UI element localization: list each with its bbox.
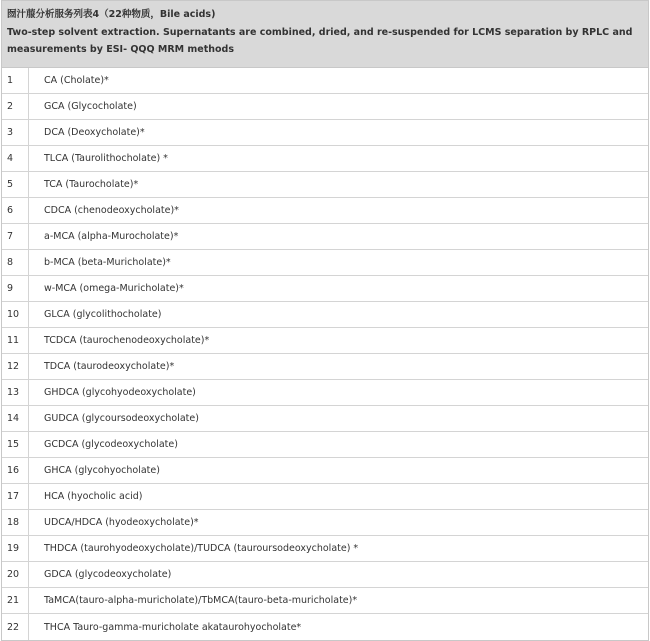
bile-acid-name: a-MCA (alpha-Murocholate)*: [44, 231, 179, 242]
row-number: 21: [2, 588, 29, 613]
table-row: [2, 588, 648, 614]
bile-acid-name: GHDCA (glycohyodeoxycholate): [44, 387, 196, 398]
bile-acid-name: GUDCA (glycoursodeoxycholate): [44, 413, 199, 424]
table-row: [2, 458, 648, 484]
row-number: 10: [2, 302, 29, 327]
row-number: 4: [2, 146, 29, 171]
row-number: 2: [2, 94, 29, 119]
row-number: 13: [2, 380, 29, 405]
table-row: [2, 302, 648, 328]
bile-acid-name: HCA (hyocholic acid): [44, 491, 143, 502]
table-title: 囫汁菔分析服务列表4（22种物质，Bile acids): [7, 9, 216, 20]
bile-acid-name: TCDCA (taurochenodeoxycholate)*: [44, 335, 210, 346]
table-row: [2, 406, 648, 432]
bile-acid-name: THCA Tauro-gamma-muricholate akataurohyocholate*: [44, 621, 302, 633]
table-row: [2, 224, 648, 250]
row-number: 6: [2, 198, 29, 223]
table-row: [2, 562, 648, 588]
row-number: 20: [2, 562, 29, 587]
table-row: [2, 484, 648, 510]
bile-acid-name: TDCA (taurodeoxycholate)*: [44, 361, 175, 372]
bile-acid-name: GHCA (glycohyocholate): [44, 465, 160, 476]
bile-acid-name: GDCA (glycodeoxycholate): [44, 569, 172, 580]
row-number: 16: [2, 458, 29, 483]
table-header: [2, 1, 648, 68]
row-number: 1: [2, 68, 29, 93]
bile-acids-table: [1, 0, 649, 641]
bile-acid-name: THDCA (taurohyodeoxycholate)/TUDCA (tauroursodeoxycholate) *: [44, 543, 359, 554]
bile-acid-name: b-MCA (beta-Muricholate)*: [44, 257, 171, 268]
bile-acid-name: CA (Cholate)*: [44, 75, 109, 86]
bile-acid-name: TCA (Taurocholate)*: [44, 179, 139, 190]
table-description: Two-step solvent extraction. Supernatants are combined, dried, and re-suspended for LCMS separation by RPLC and measurements by ESI- QQQ MRM methods: [7, 27, 633, 55]
bile-acid-name: DCA (Deoxycholate)*: [44, 127, 145, 138]
bile-acid-name: TaMCA(tauro-alpha-muricholate)/TbMCA(tauro-beta-muricholate)*: [44, 595, 358, 606]
table-row: [2, 94, 648, 120]
table-row: [2, 276, 648, 302]
bile-acid-name: TLCA (Taurolithocholate) *: [44, 153, 168, 164]
row-number: 17: [2, 484, 29, 509]
row-number: 22: [2, 614, 29, 640]
table-row: [2, 614, 648, 640]
table-row: [2, 510, 648, 536]
row-number: 9: [2, 276, 29, 301]
row-number: 19: [2, 536, 29, 561]
table-row: [2, 432, 648, 458]
table-row: [2, 536, 648, 562]
bile-acid-name: w-MCA (omega-Muricholate)*: [44, 283, 184, 294]
table-row: [2, 328, 648, 354]
table-row: [2, 354, 648, 380]
row-number: 3: [2, 120, 29, 145]
bile-acid-name: GLCA (glycolithocholate): [44, 309, 162, 320]
row-number: 18: [2, 510, 29, 535]
bile-acid-name: UDCA/HDCA (hyodeoxycholate)*: [44, 517, 199, 528]
row-number: 5: [2, 172, 29, 197]
row-number: 11: [2, 328, 29, 353]
row-number: 12: [2, 354, 29, 379]
table-row: [2, 68, 648, 94]
table-row: [2, 172, 648, 198]
table-row: [2, 198, 648, 224]
table-row: [2, 250, 648, 276]
table-row: [2, 146, 648, 172]
row-number: 7: [2, 224, 29, 249]
bile-acid-name: GCA (Glycocholate): [44, 101, 137, 112]
row-number: 14: [2, 406, 29, 431]
bile-acid-name: GCDCA (glycodeoxycholate): [44, 439, 178, 450]
row-number: 15: [2, 432, 29, 457]
table-row: [2, 120, 648, 146]
bile-acid-name: CDCA (chenodeoxycholate)*: [44, 205, 179, 216]
row-number: 8: [2, 250, 29, 275]
table-body: [2, 68, 648, 640]
table-row: [2, 380, 648, 406]
